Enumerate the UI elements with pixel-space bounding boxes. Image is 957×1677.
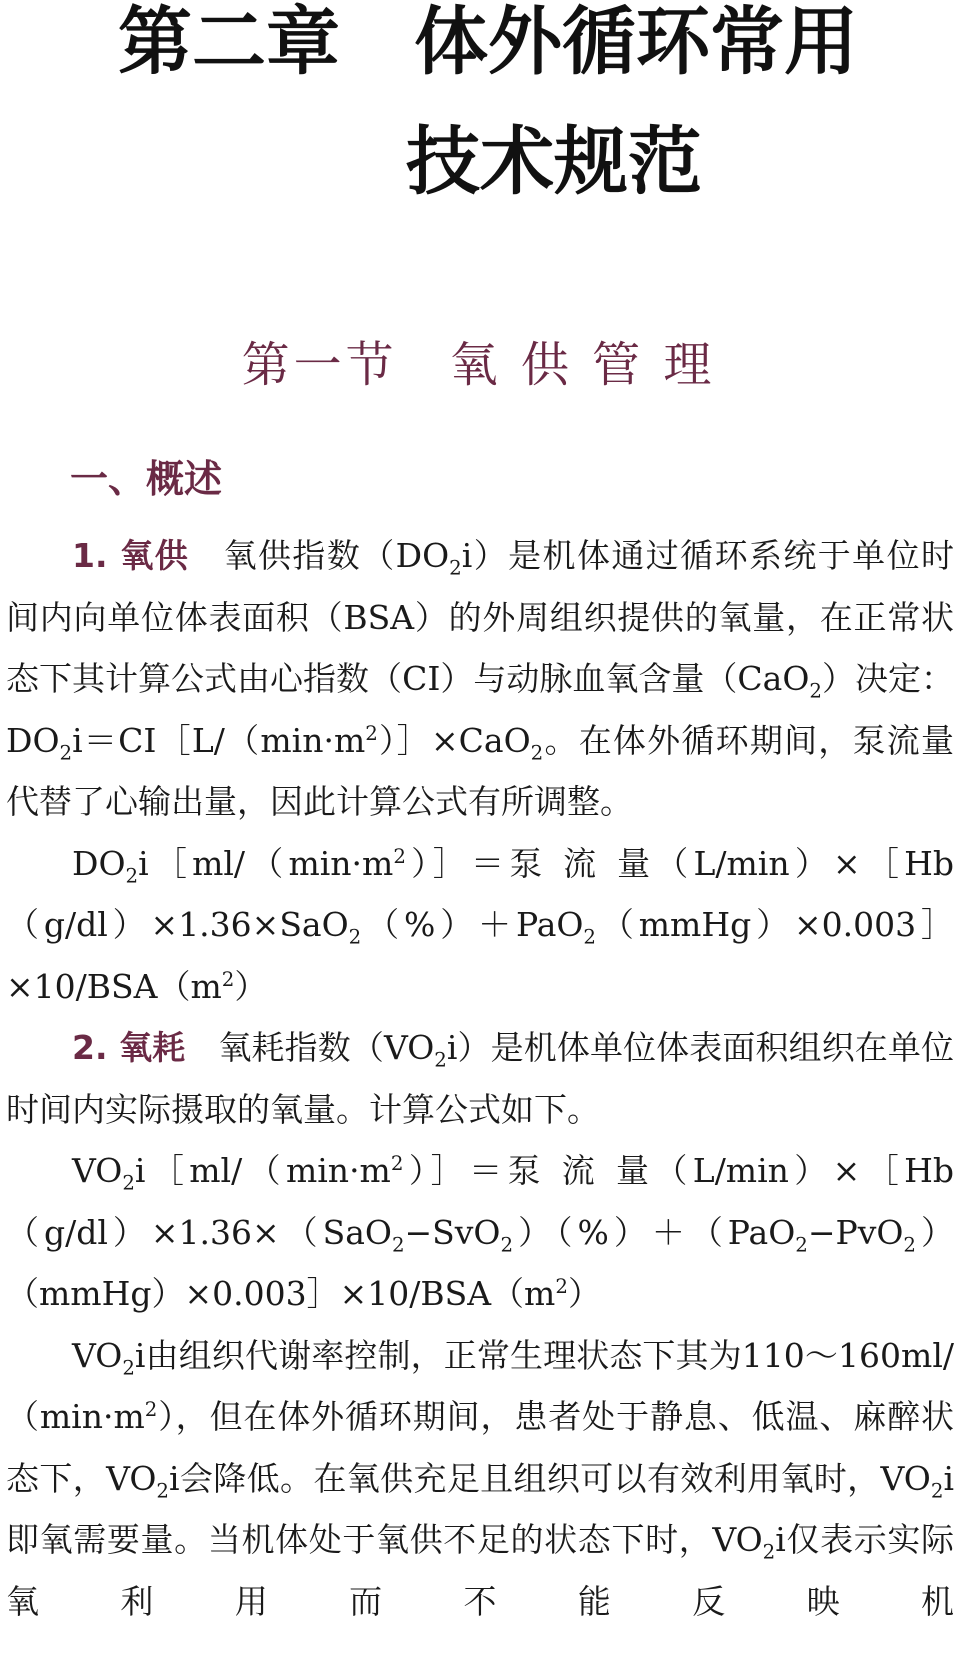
section-title: 第一节 氧 供 管 理 <box>241 337 716 393</box>
item-label-oxygen-delivery: 1. 氧供 <box>72 536 190 575</box>
paragraph-vo2i-description: $VO_2i$由组织代谢率控制，正常生理状态下其为$110\sim 160ml/(\min\cdot m^2)$，但在体外循环期间，患者处于静息、低温、麻醉状态下，$VO_2i$会降低。在氧供充足且组织可以有效利用氧时，$VO_2i$即氧需要量。当机体处于氧供不足的状态下时，$VO_2i$仅表示实际氧利用而不能反映机 <box>6 1335 954 1621</box>
paragraph-oxygen-consumption: 2. 氧耗 氧耗指数$(VO_2i)$是机体单位体表面积组织在单位时间内实际摄取的氧量。计算公式如下。 <box>6 1028 955 1129</box>
formula-oxygen-consumption-index: $VO_2i[ml/(\min\cdot m^2)]=$泵 流 量$(L/\min)\times[Hb(g/dl)\times 1.36\times(SaO_2-SvO_2)(\%)+(PaO_2-PvO_2)(mmHg)\times 0.003]\times 10/BSA(m^2)$ <box>6 1151 955 1313</box>
chapter-title <box>0 0 957 301</box>
body-text <box>6 525 954 1632</box>
item-label-oxygen-consumption: 2. 氧耗 <box>72 1028 186 1067</box>
chapter-title-line-1: 第二章 体外循环常用 <box>118 0 858 85</box>
subsection-heading: 一、概述 <box>70 457 223 501</box>
paragraph-oxygen-delivery: 1. 氧供 氧供指数$(DO_2i)$是机体通过循环系统于单位时间内向单位体表面积（BSA）的外周组织提供的氧量，在正常状态下其计算公式由心指数（CI）与动脉血氧含量（CaO$_2$）决定：$DO_2i=CI[L/(\min\cdot m^2)]\times CaO_2$。在体外循环期间，泵流量代替了心输出量，因此计算公式有所调整。 <box>6 536 955 821</box>
formula-oxygen-delivery-index: $DO_2i[ml/(\min\cdot m^2)]=$泵 流 量$(L/\min)\times[Hb(g/dl)\times 1.36\times SaO_2(\%)+PaO_2(mmHg)\times 0.003]\times 10/BSA(m^2)$ <box>6 843 954 1006</box>
chapter-title-line-2: 技术规范 <box>406 119 702 205</box>
